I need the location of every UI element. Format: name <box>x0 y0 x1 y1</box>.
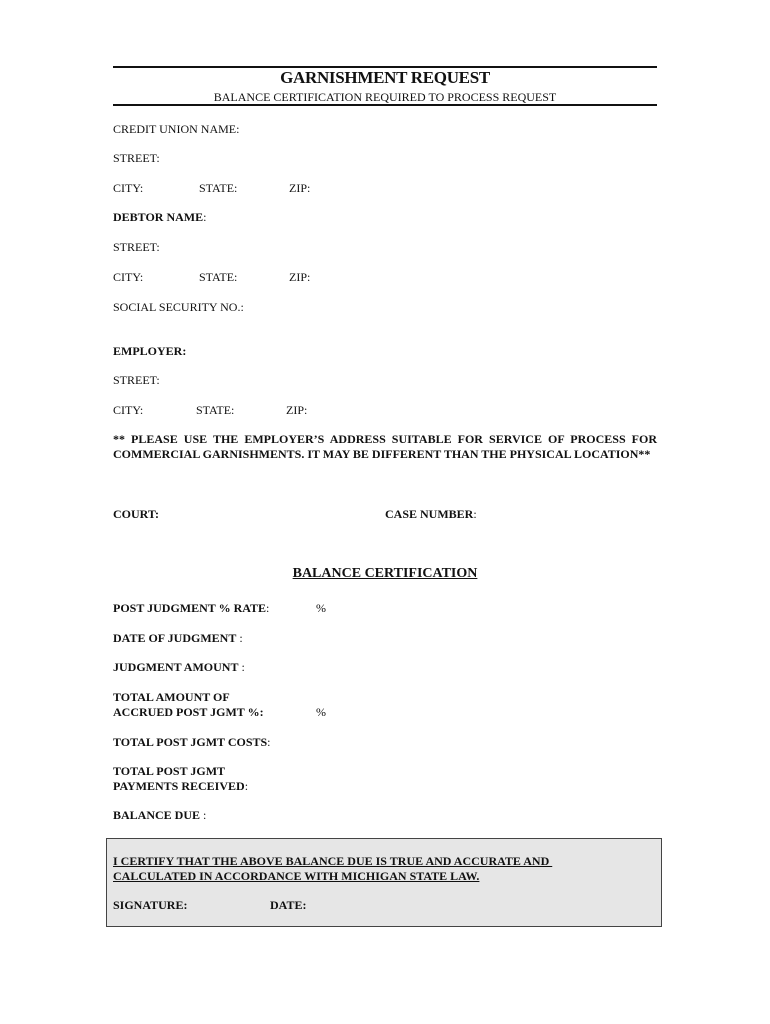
post-jgmt-costs-label <box>113 735 271 750</box>
debtor-name-label <box>113 210 206 225</box>
debtor-city-label: CITY: <box>113 270 144 284</box>
accrued-label-line2: ACCRUED POST JGMT %: <box>113 705 264 719</box>
date-of-judgment-colon: : <box>236 631 243 645</box>
balance-certification-title: BALANCE CERTIFICATION <box>292 566 478 581</box>
certification-line1: I CERTIFY THAT THE ABOVE BALANCE DUE IS TRUE AND ACCURATE AND <box>113 854 553 868</box>
payments-label-line2 <box>113 779 248 794</box>
judgment-amount-text: JUDGMENT AMOUNT <box>113 660 239 674</box>
employer-state-label: STATE: <box>196 403 235 417</box>
balance-due-label <box>113 808 206 823</box>
employer-zip-label: ZIP: <box>286 403 308 417</box>
accrued-label-line1: TOTAL AMOUNT OF <box>113 690 230 704</box>
post-judgment-rate-label <box>113 601 269 616</box>
certification-line2: CALCULATED IN ACCORDANCE WITH MICHIGAN STATE LAW. <box>113 869 480 883</box>
cert-date-label: DATE: <box>270 898 307 912</box>
credit-union-city-label: CITY: <box>113 181 144 195</box>
post-jgmt-costs-colon: : <box>267 735 271 749</box>
judgment-amount-label <box>113 660 245 675</box>
balance-due-colon: : <box>200 808 207 822</box>
debtor-name-colon: : <box>203 210 207 224</box>
post-judgment-rate-colon: : <box>266 601 270 615</box>
credit-union-state-label: STATE: <box>199 181 238 195</box>
payments-label-colon: : <box>244 779 249 793</box>
accrued-unit: % <box>316 705 326 719</box>
debtor-state-label: STATE: <box>199 270 238 284</box>
debtor-street-label: STREET: <box>113 240 160 254</box>
date-of-judgment-label <box>113 631 243 646</box>
signature-label: SIGNATURE: <box>113 898 188 912</box>
employer-address-note: ** PLEASE USE THE EMPLOYER’S ADDRESS SUITABLE FOR SERVICE OF PROCESS FOR COMMERCIAL GARNISHMENTS. IT MAY BE DIFFERENT THAN THE PHYSICAL LOCATION** <box>113 432 657 461</box>
case-number-text: CASE NUMBER <box>385 507 474 521</box>
post-jgmt-costs-text: TOTAL POST JGMT COSTS <box>113 735 268 749</box>
post-judgment-rate-unit: % <box>316 601 326 615</box>
case-number-label <box>385 507 477 522</box>
credit-union-name-label: CREDIT UNION NAME: <box>113 122 240 136</box>
form-subtitle: BALANCE CERTIFICATION REQUIRED TO PROCESS REQUEST <box>213 90 557 104</box>
certification-statement <box>113 854 653 884</box>
payments-label-text: PAYMENTS RECEIVED <box>113 779 245 793</box>
credit-union-zip-label: ZIP: <box>289 181 311 195</box>
balance-due-text: BALANCE DUE <box>113 808 201 822</box>
debtor-ssn-label: SOCIAL SECURITY NO.: <box>113 300 244 314</box>
header-bottom-rule <box>113 104 657 106</box>
employer-label: EMPLOYER: <box>113 344 187 358</box>
judgment-amount-colon: : <box>238 660 245 674</box>
date-of-judgment-text: DATE OF JUDGMENT <box>113 631 237 645</box>
court-label: COURT: <box>113 507 160 521</box>
case-number-colon: : <box>473 507 477 521</box>
payments-label-line1: TOTAL POST JGMT <box>113 764 226 778</box>
form-title: GARNISHMENT REQUEST <box>280 68 490 87</box>
debtor-name-text: DEBTOR NAME <box>113 210 204 224</box>
post-judgment-rate-text: POST JUDGMENT % RATE <box>113 601 267 615</box>
employer-street-label: STREET: <box>113 373 160 387</box>
employer-city-label: CITY: <box>113 403 144 417</box>
debtor-zip-label: ZIP: <box>289 270 311 284</box>
credit-union-street-label: STREET: <box>113 151 160 165</box>
